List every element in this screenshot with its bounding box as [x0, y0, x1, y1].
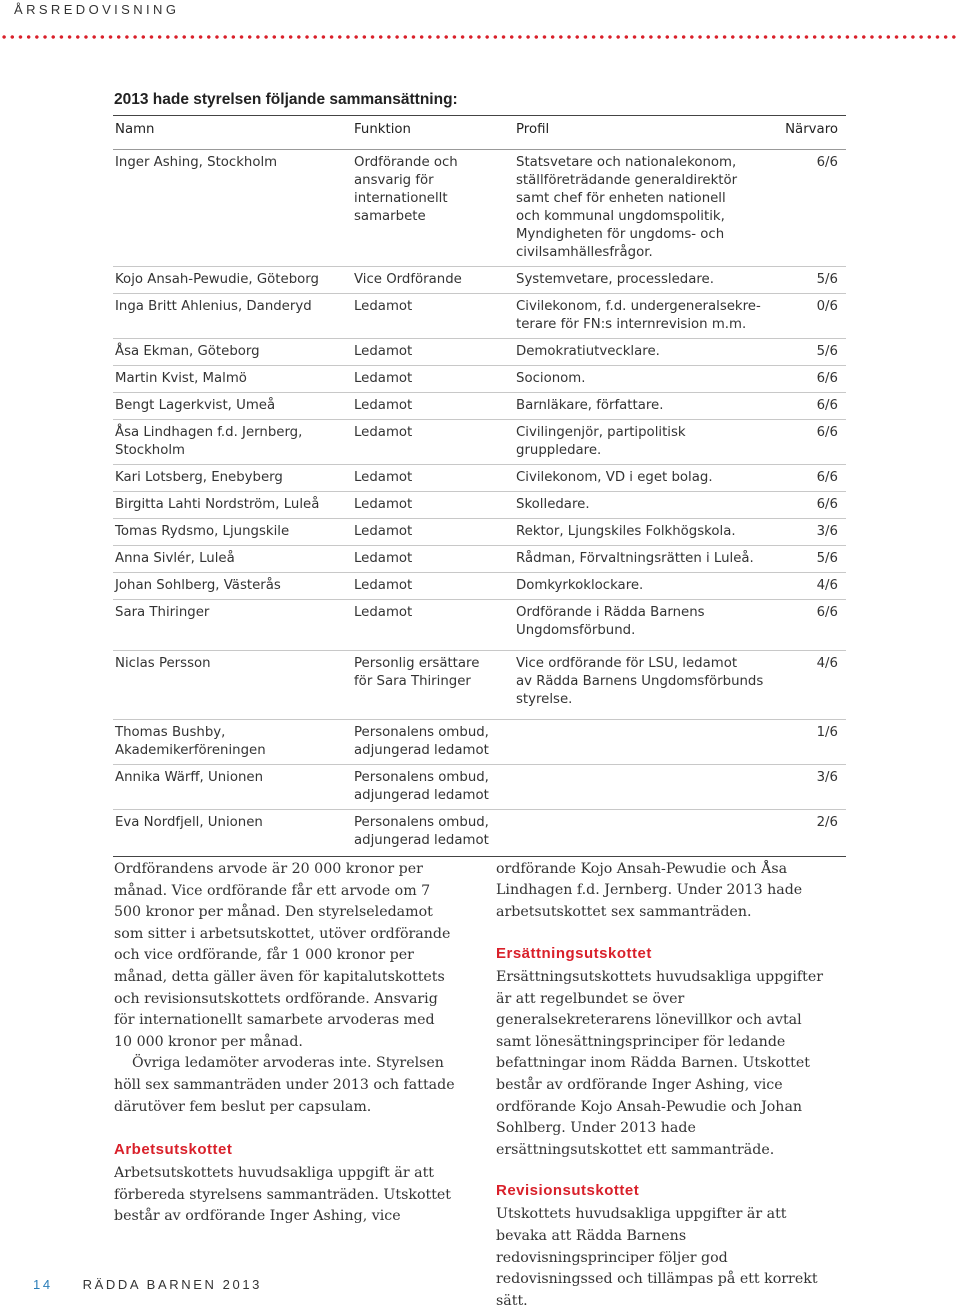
- member-name: Kojo Ansah-Pewudie, Göteborg: [113, 267, 352, 294]
- column-header-attendance: Närvaro: [778, 116, 846, 150]
- member-profile: Systemvetare, processledare.: [514, 267, 778, 294]
- member-name: Inga Britt Ahlenius, Danderyd: [113, 294, 352, 339]
- member-name: Birgitta Lahti Nordström, Luleå: [113, 492, 352, 519]
- member-name: Johan Sohlberg, Västerås: [113, 573, 352, 600]
- member-function: Vice Ordförande: [352, 267, 514, 294]
- dotted-divider: [0, 34, 960, 40]
- member-name: Tomas Rydsmo, Ljungskile: [113, 519, 352, 546]
- table-row: [113, 150, 846, 267]
- member-attendance: 6/6: [778, 366, 846, 393]
- page-footer: [33, 1277, 262, 1292]
- board-table: [113, 115, 846, 857]
- member-function: Personlig ersättare för Sara Thiringer: [352, 651, 514, 720]
- member-function: Personalens ombud, adjungerad ledamot: [352, 810, 514, 857]
- member-function: Ordförande och ansvarig för internationellt samarbete: [352, 150, 514, 267]
- table-row: [113, 420, 846, 465]
- member-name: Åsa Ekman, Göteborg: [113, 339, 352, 366]
- member-attendance: 3/6: [778, 519, 846, 546]
- text-column-right: [496, 859, 838, 1312]
- column-header-profile: Profil: [514, 116, 778, 150]
- member-profile: Vice ordförande för LSU, ledamot av Rädda Barnens Ungdomsförbunds styrelse.: [514, 651, 778, 720]
- member-attendance: 5/6: [778, 267, 846, 294]
- section-title: 2013 hade styrelsen följande sammansättning:: [114, 91, 458, 108]
- table-row: [113, 810, 846, 857]
- table-row: [113, 366, 846, 393]
- member-attendance: 6/6: [778, 150, 846, 267]
- paragraph-arbetsutskottet-continued-text: ordförande Kojo Ansah-Pewudie och Åsa Lindhagen f.d. Jernberg. Under 2013 hade arbetsutskottet sex sammanträden.: [496, 860, 803, 920]
- table-header-row: [113, 116, 846, 150]
- member-profile: Socionom.: [514, 366, 778, 393]
- member-function: Personalens ombud, adjungerad ledamot: [352, 720, 514, 765]
- member-profile: Demokratiutvecklare.: [514, 339, 778, 366]
- heading-revisionsutskottet: Revisionsutskottet: [496, 1182, 640, 1200]
- member-name: Kari Lotsberg, Enebyberg: [113, 465, 352, 492]
- member-name: Thomas Bushby, Akademikerföreningen: [113, 720, 352, 765]
- member-function: Ledamot: [352, 519, 514, 546]
- member-attendance: 4/6: [778, 651, 846, 720]
- table-row: [113, 546, 846, 573]
- member-function: Personalens ombud, adjungerad ledamot: [352, 765, 514, 810]
- member-attendance: 1/6: [778, 720, 846, 765]
- table-row: [113, 465, 846, 492]
- member-name: Annika Wärff, Unionen: [113, 765, 352, 810]
- member-attendance: 5/6: [778, 546, 846, 573]
- member-profile: Civilingenjör, partipolitisk gruppledare.: [514, 420, 778, 465]
- member-attendance: 4/6: [778, 573, 846, 600]
- table-row: [113, 765, 846, 810]
- member-attendance: 5/6: [778, 339, 846, 366]
- member-profile: Statsvetare och nationalekonom, ställföreträdande generaldirektör samt chef för enheten nationell och kommunal ungdomspolitik, Myndigheten för ungdoms- och civilsamhällesfrågor.: [514, 150, 778, 267]
- table-row: [113, 720, 846, 765]
- member-name: Martin Kvist, Malmö: [113, 366, 352, 393]
- paragraph-fees: Ordförandens arvode är 20 000 kronor per månad. Vice ordförande får ett arvode om 7 500 kronor per månad. Den styrelseledamot som sitter i arbetsutskottet, utöver ordförande och vice ordförande, får 1 000 kronor per månad, detta gäller även för kapitalutskottets och revisionsutskottets ordförande. Ansvarig för internationellt samarbete arvoderas med 10 000 kronor per månad.: [114, 861, 451, 1050]
- member-name: Bengt Lagerkvist, Umeå: [113, 393, 352, 420]
- member-profile: [514, 765, 778, 810]
- table-row: [113, 651, 846, 720]
- member-attendance: 6/6: [778, 600, 846, 651]
- footer-label: RÄDDA BARNEN 2013: [82, 1277, 262, 1292]
- table-row: [113, 393, 846, 420]
- member-function: Ledamot: [352, 339, 514, 366]
- member-profile: Ordförande i Rädda Barnens Ungdomsförbund.: [514, 600, 778, 651]
- member-profile: Rektor, Ljungskiles Folkhögskola.: [514, 519, 778, 546]
- member-name: Niclas Persson: [113, 651, 352, 720]
- member-function: Ledamot: [352, 546, 514, 573]
- member-attendance: 6/6: [778, 393, 846, 420]
- member-attendance: 2/6: [778, 810, 846, 857]
- member-attendance: 6/6: [778, 465, 846, 492]
- column-header-function: Funktion: [352, 116, 514, 150]
- table-row: [113, 573, 846, 600]
- member-attendance: 6/6: [778, 420, 846, 465]
- member-attendance: 3/6: [778, 765, 846, 810]
- member-name: Åsa Lindhagen f.d. Jernberg, Stockholm: [113, 420, 352, 465]
- table-row: [113, 600, 846, 651]
- text-column-left: [114, 859, 456, 1228]
- paragraph-meetings: Övriga ledamöter arvoderas inte. Styrelsen höll sex sammanträden under 2013 och fattade därutöver fem beslut per capsulam.: [114, 1055, 455, 1115]
- column-header-name: Namn: [113, 116, 352, 150]
- table-row: [113, 519, 846, 546]
- paragraph-arbetsutskottet: Arbetsutskottets huvudsakliga uppgift är att förbereda styrelsens sammanträden. Utskottet består av ordförande Inger Ashing, vice: [114, 1165, 451, 1225]
- member-name: Inger Ashing, Stockholm: [113, 150, 352, 267]
- member-profile: Rådman, Förvaltningsrätten i Luleå.: [514, 546, 778, 573]
- member-function: Ledamot: [352, 294, 514, 339]
- member-name: Eva Nordfjell, Unionen: [113, 810, 352, 857]
- table-row: [113, 339, 846, 366]
- table-row: [113, 492, 846, 519]
- member-attendance: 0/6: [778, 294, 846, 339]
- member-profile: Civilekonom, VD i eget bolag.: [514, 465, 778, 492]
- member-function: Ledamot: [352, 366, 514, 393]
- member-profile: Civilekonom, f.d. undergeneralsekre- terare för FN:s internrevision m.m.: [514, 294, 778, 339]
- table-row: [113, 267, 846, 294]
- member-function: Ledamot: [352, 465, 514, 492]
- member-function: Ledamot: [352, 420, 514, 465]
- paragraph-ersattningsutskottet: Ersättningsutskottets huvudsakliga uppgifter är att regelbundet se över generalsekreterarens lönevillkor och avtal samt lönesättningsprinciper för ledande befattningar inom Rädda Barnen. Utskottet består av ordförande Inger Ashing, vice ordförande Kojo Ansah-Pewudie och Johan Sohlberg. Under 2013 hade ersättningsutskottet ett sammanträde.: [496, 969, 824, 1158]
- member-attendance: 6/6: [778, 492, 846, 519]
- paragraph-arbetsutskottet-cont: [496, 859, 838, 924]
- member-function: Ledamot: [352, 600, 514, 651]
- member-profile: [514, 720, 778, 765]
- heading-arbetsutskottet: Arbetsutskottet: [114, 1141, 233, 1159]
- member-function: Ledamot: [352, 393, 514, 420]
- paragraph-revisionsutskottet: Utskottets huvudsakliga uppgifter är att bevaka att Rädda Barnens redovisningsprinciper följer god redovisningssed och tillämpas på ett korrekt sätt.: [496, 1206, 818, 1309]
- page-number: 14: [33, 1277, 53, 1292]
- member-profile: Skolledare.: [514, 492, 778, 519]
- member-profile: Barnläkare, författare.: [514, 393, 778, 420]
- running-header: ÅRSREDOVISNING: [14, 2, 180, 17]
- member-name: Sara Thiringer: [113, 600, 352, 651]
- heading-ersattningsutskottet: Ersättningsutskottet: [496, 945, 652, 962]
- member-profile: [514, 810, 778, 857]
- member-function: Ledamot: [352, 573, 514, 600]
- member-profile: Domkyrkoklockare.: [514, 573, 778, 600]
- table-row: [113, 294, 846, 339]
- member-function: Ledamot: [352, 492, 514, 519]
- member-name: Anna Sivlér, Luleå: [113, 546, 352, 573]
